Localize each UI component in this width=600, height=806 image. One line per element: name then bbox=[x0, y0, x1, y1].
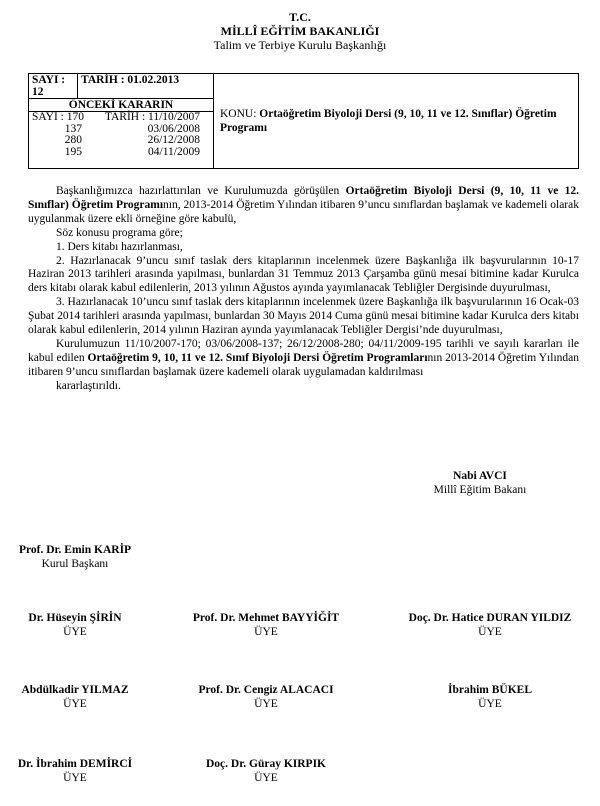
onceki-karar-list bbox=[29, 112, 214, 169]
onceki-tarih: 26/12/2008 bbox=[147, 134, 200, 146]
onceki-karar-row bbox=[32, 135, 210, 147]
signature-member: Doç. Dr. Güray KIRPIK ÜYE bbox=[205, 758, 326, 784]
header-ministry: MİLLÎ EĞİTİM BAKANLIĞI bbox=[220, 24, 380, 38]
signature-member: Dr. İbrahim DEMİRCİ ÜYE bbox=[17, 758, 133, 784]
onceki-karar-row bbox=[32, 147, 210, 159]
header-tc: T.C. bbox=[289, 10, 311, 24]
tarih-cell: TARİH : 01.02.2013 bbox=[78, 74, 214, 99]
decision-body bbox=[28, 185, 579, 394]
paragraph-repeal: Kurulumuzun 11/10/2007-170; 03/06/2008-137; 26/12/2008-280; 04/11/2009-195 tarihli ve sayılı kararları ile kabul edilen Ortaöğretim 9, 10, 11 ve 12. Sınıf Biyoloji Dersi Öğretim Programlarının 2013-2014 Öğretim Yılından itibaren 9’uncu sınıflardan başlamak üzere kademeli olarak uygulamadan kaldırılması bbox=[28, 337, 579, 378]
signature-member: İbrahim BÜKEL ÜYE bbox=[447, 684, 533, 710]
paragraph-item-1: 1. Ders kitabı hazırlanması, bbox=[56, 240, 183, 253]
onceki-karar-label: ÖNCEKİ KARARIN bbox=[29, 99, 214, 112]
signature-member: Doç. Dr. Hatice DURAN YILDIZ ÜYE bbox=[408, 612, 572, 638]
konu-cell bbox=[214, 74, 579, 169]
onceki-tarih: 04/11/2009 bbox=[148, 145, 200, 158]
konu-text: Ortaöğretim Biyoloji Dersi (9, 10, 11 ve 12. Sınıflar) Öğretim Programı bbox=[220, 108, 557, 134]
paragraph-conclusion: kararlaştırıldı. bbox=[56, 379, 121, 392]
sayi-cell: SAYI : 12 bbox=[29, 74, 78, 99]
paragraph-text: Söz konusu programa göre; bbox=[56, 226, 183, 239]
onceki-sayi: 280 bbox=[64, 134, 82, 146]
signature-member: Dr. Hüseyin ŞİRİN ÜYE bbox=[28, 612, 122, 638]
onceki-tarih-label: TARİH : 11/10/2007 bbox=[104, 111, 200, 123]
onceki-karar-row bbox=[32, 112, 210, 124]
signature-member: Abdülkadir YILMAZ ÜYE bbox=[21, 684, 129, 710]
header-board: Talim ve Terbiye Kurulu Başkanlığı bbox=[213, 38, 387, 52]
signature-member: Prof. Dr. Mehmet BAYYİĞİT ÜYE bbox=[192, 612, 340, 638]
signature-chair: Prof. Dr. Emin KARİP Kurul Başkanı bbox=[18, 544, 132, 570]
konu-label: KONU: bbox=[220, 108, 257, 120]
paragraph-item-2: 2. Hazırlanacak 9’uncu sınıf taslak ders kitaplarının incelenmek üzere Başkanlığa ilk başvurularının 10-17 Haziran 2013 tarihleri arasında yapılması, bunlardan 31 Temmuz 2013 Çarşamba günü mesai bitimine kadar Kurulca ders kitabı olarak kabul edilenlerin, 2013 yılının Ağustos ayında yayımlanacak Tebliğler Dergisinde duyurulması, bbox=[28, 254, 579, 295]
paragraph-intro: Başkanlığımızca hazırlattırılan ve Kurulumuzda görüşülen Ortaöğretim Biyoloji Dersi (9, 10, 11 ve 12. Sınıflar) Öğretim Programının, 2013-2014 Öğretim Yılından itibaren 9’uncu sınıflardan başlamak ve kademeli olarak uygulanmak üzere ekli örneğine göre kabulü, bbox=[28, 185, 579, 225]
onceki-sayi-label: SAYI : 170 bbox=[32, 111, 84, 123]
paragraph-item-3: 3. Hazırlanacak 10’uncu sınıf taslak ders kitaplarının incelenmek üzere Başkanlığa ilk başvurularının 16 Ocak-03 Şubat 2014 tarihleri arasında yapılması, bunlardan 30 Mayıs 2014 Cuma günü mesai bitimine kadar Kurulca ders kitabı olarak kabul edilenlerin, 2014 yılının Haziran ayında yayımlanacak Tebliğler Dergisi’nde duyurulması, bbox=[28, 296, 579, 337]
onceki-sayi: 137 bbox=[64, 122, 82, 135]
decision-meta-table bbox=[28, 73, 579, 169]
onceki-sayi: 195 bbox=[64, 145, 82, 158]
onceki-tarih: 03/06/2008 bbox=[147, 122, 200, 135]
signature-member: Prof. Dr. Cengiz ALACACI ÜYE bbox=[198, 684, 334, 710]
signature-minister: Nabi AVCI Millî Eğitim Bakanı bbox=[433, 470, 527, 496]
